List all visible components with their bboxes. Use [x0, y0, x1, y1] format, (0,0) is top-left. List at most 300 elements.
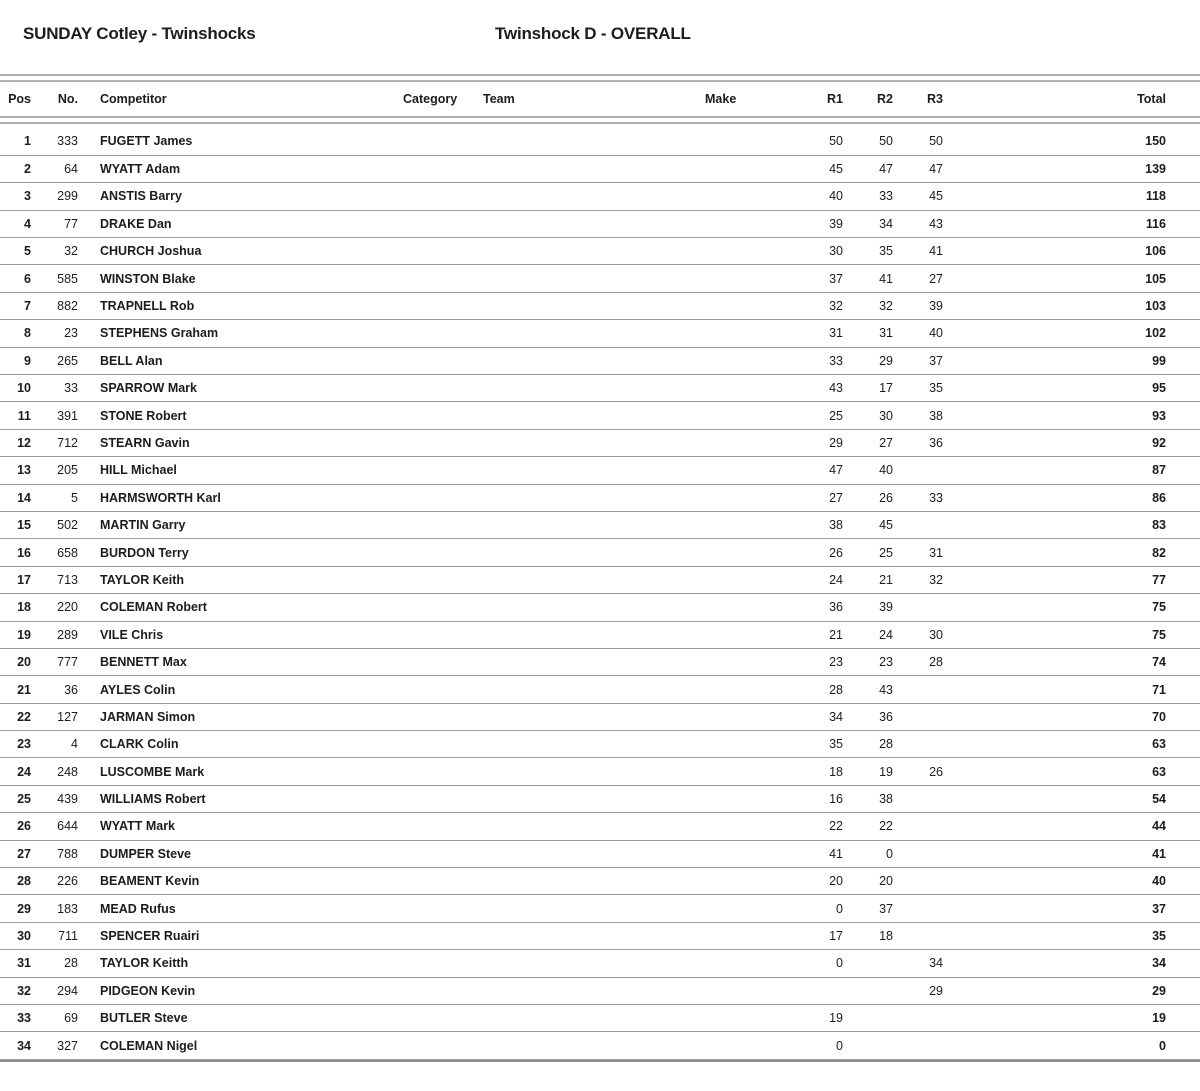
team-cell	[460, 648, 682, 675]
table-row	[0, 429, 1200, 456]
page-header	[0, 0, 1200, 74]
r2-cell: 32	[850, 292, 900, 319]
category-cell	[380, 621, 460, 648]
r2-cell: 37	[850, 895, 900, 922]
r1-cell: 22	[802, 813, 850, 840]
pos-cell: 6	[0, 265, 40, 292]
category-cell	[380, 457, 460, 484]
total-cell: 75	[950, 621, 1200, 648]
r1-cell: 34	[802, 703, 850, 730]
table-row	[0, 183, 1200, 210]
category-cell	[380, 950, 460, 977]
pos-cell: 23	[0, 731, 40, 758]
table-row	[0, 1005, 1200, 1032]
competitor-cell: MARTIN Garry	[80, 511, 380, 538]
team-cell	[460, 292, 682, 319]
no-cell: 64	[40, 155, 80, 182]
pos-cell: 22	[0, 703, 40, 730]
r1-cell: 29	[802, 429, 850, 456]
pos-cell: 5	[0, 238, 40, 265]
table-row	[0, 594, 1200, 621]
pos-cell: 9	[0, 347, 40, 374]
category-cell	[380, 785, 460, 812]
pos-cell: 32	[0, 977, 40, 1004]
no-cell: 294	[40, 977, 80, 1004]
no-cell: 391	[40, 402, 80, 429]
category-cell	[380, 238, 460, 265]
category-cell	[380, 676, 460, 703]
r1-cell: 18	[802, 758, 850, 785]
r3-cell: 50	[900, 128, 950, 155]
r3-cell	[900, 785, 950, 812]
make-cell	[682, 922, 802, 949]
table-row	[0, 621, 1200, 648]
r2-cell: 43	[850, 676, 900, 703]
pos-cell: 2	[0, 155, 40, 182]
header-bottom-rule	[0, 116, 1200, 124]
table-row	[0, 155, 1200, 182]
pos-cell: 21	[0, 676, 40, 703]
competitor-cell: COLEMAN Nigel	[80, 1032, 380, 1059]
competitor-cell: WILLIAMS Robert	[80, 785, 380, 812]
pos-cell: 28	[0, 868, 40, 895]
r2-cell: 22	[850, 813, 900, 840]
col-header-total: Total	[1137, 92, 1166, 106]
total-cell: 99	[950, 347, 1200, 374]
make-cell	[682, 128, 802, 155]
col-header-category: Category	[403, 92, 458, 106]
category-cell	[380, 1005, 460, 1032]
table-row	[0, 375, 1200, 402]
make-cell	[682, 155, 802, 182]
r3-cell	[900, 868, 950, 895]
category-cell	[380, 1032, 460, 1059]
category-cell	[380, 320, 460, 347]
r2-cell: 39	[850, 594, 900, 621]
pos-cell: 12	[0, 429, 40, 456]
total-cell: 83	[950, 511, 1200, 538]
col-header-no: No.	[57, 92, 78, 106]
r3-cell	[900, 813, 950, 840]
no-cell: 5	[40, 484, 80, 511]
team-cell	[460, 758, 682, 785]
make-cell	[682, 511, 802, 538]
category-cell	[380, 868, 460, 895]
total-cell: 54	[950, 785, 1200, 812]
team-cell	[460, 785, 682, 812]
total-cell: 0	[950, 1032, 1200, 1059]
r2-cell: 41	[850, 265, 900, 292]
r2-cell	[850, 950, 900, 977]
total-cell: 116	[950, 210, 1200, 237]
category-cell	[380, 210, 460, 237]
total-cell: 102	[950, 320, 1200, 347]
make-cell	[682, 676, 802, 703]
no-cell: 644	[40, 813, 80, 840]
table-row	[0, 238, 1200, 265]
r1-cell: 27	[802, 484, 850, 511]
table-row	[0, 813, 1200, 840]
r2-cell: 20	[850, 868, 900, 895]
table-row	[0, 511, 1200, 538]
total-cell: 87	[950, 457, 1200, 484]
r2-cell: 40	[850, 457, 900, 484]
make-cell	[682, 868, 802, 895]
total-cell: 70	[950, 703, 1200, 730]
total-cell: 41	[950, 840, 1200, 867]
col-header-pos: Pos	[8, 92, 31, 106]
category-cell	[380, 840, 460, 867]
no-cell: 36	[40, 676, 80, 703]
r2-cell: 23	[850, 648, 900, 675]
total-cell: 63	[950, 731, 1200, 758]
team-cell	[460, 566, 682, 593]
r3-cell	[900, 676, 950, 703]
r1-cell: 37	[802, 265, 850, 292]
pos-cell: 18	[0, 594, 40, 621]
r1-cell: 47	[802, 457, 850, 484]
table-row	[0, 648, 1200, 675]
pos-cell: 4	[0, 210, 40, 237]
r3-cell: 33	[900, 484, 950, 511]
r2-cell: 19	[850, 758, 900, 785]
r2-cell: 25	[850, 539, 900, 566]
col-header-make: Make	[705, 92, 737, 106]
no-cell: 788	[40, 840, 80, 867]
r3-cell: 37	[900, 347, 950, 374]
r1-cell: 38	[802, 511, 850, 538]
competitor-cell: BENNETT Max	[80, 648, 380, 675]
table-row	[0, 128, 1200, 155]
r2-cell: 21	[850, 566, 900, 593]
total-cell: 29	[950, 977, 1200, 1004]
r2-cell: 17	[850, 375, 900, 402]
r2-cell: 0	[850, 840, 900, 867]
r1-cell: 40	[802, 183, 850, 210]
r3-cell	[900, 1032, 950, 1059]
r3-cell	[900, 511, 950, 538]
table-bottom-rule	[0, 1060, 1200, 1062]
column-header-row	[0, 82, 1200, 116]
competitor-cell: BEAMENT Kevin	[80, 868, 380, 895]
competitor-cell: SPENCER Ruairi	[80, 922, 380, 949]
no-cell: 4	[40, 731, 80, 758]
r2-cell: 36	[850, 703, 900, 730]
r1-cell: 21	[802, 621, 850, 648]
pos-cell: 13	[0, 457, 40, 484]
competitor-cell: ANSTIS Barry	[80, 183, 380, 210]
r2-cell	[850, 1005, 900, 1032]
r1-cell: 19	[802, 1005, 850, 1032]
competitor-cell: CHURCH Joshua	[80, 238, 380, 265]
no-cell: 882	[40, 292, 80, 319]
r1-cell: 16	[802, 785, 850, 812]
team-cell	[460, 594, 682, 621]
make-cell	[682, 731, 802, 758]
r1-cell: 23	[802, 648, 850, 675]
make-cell	[682, 457, 802, 484]
r1-cell: 28	[802, 676, 850, 703]
no-cell: 585	[40, 265, 80, 292]
category-cell	[380, 566, 460, 593]
r3-cell: 41	[900, 238, 950, 265]
total-cell: 19	[950, 1005, 1200, 1032]
table-row	[0, 566, 1200, 593]
table-row	[0, 731, 1200, 758]
table-row	[0, 265, 1200, 292]
no-cell: 289	[40, 621, 80, 648]
category-cell	[380, 511, 460, 538]
make-cell	[682, 566, 802, 593]
results-tbody	[0, 128, 1200, 1059]
competitor-cell: VILE Chris	[80, 621, 380, 648]
total-cell: 37	[950, 895, 1200, 922]
total-cell: 63	[950, 758, 1200, 785]
total-cell: 86	[950, 484, 1200, 511]
make-cell	[682, 950, 802, 977]
r1-cell: 31	[802, 320, 850, 347]
total-cell: 35	[950, 922, 1200, 949]
r2-cell	[850, 1032, 900, 1059]
make-cell	[682, 402, 802, 429]
total-cell: 71	[950, 676, 1200, 703]
make-cell	[682, 785, 802, 812]
category-cell	[380, 922, 460, 949]
results-table	[0, 128, 1200, 1060]
category-cell	[380, 731, 460, 758]
make-cell	[682, 265, 802, 292]
competitor-cell: CLARK Colin	[80, 731, 380, 758]
team-cell	[460, 265, 682, 292]
pos-cell: 17	[0, 566, 40, 593]
category-cell	[380, 594, 460, 621]
r3-cell	[900, 457, 950, 484]
make-cell	[682, 347, 802, 374]
col-header-r1: R1	[827, 92, 843, 106]
team-cell	[460, 868, 682, 895]
table-row	[0, 347, 1200, 374]
col-header-r3: R3	[927, 92, 943, 106]
competitor-cell: MEAD Rufus	[80, 895, 380, 922]
no-cell: 711	[40, 922, 80, 949]
competitor-cell: STEPHENS Graham	[80, 320, 380, 347]
category-cell	[380, 977, 460, 1004]
total-cell: 77	[950, 566, 1200, 593]
competitor-cell: BURDON Terry	[80, 539, 380, 566]
r2-cell: 34	[850, 210, 900, 237]
team-cell	[460, 484, 682, 511]
make-cell	[682, 621, 802, 648]
competitor-cell: WYATT Mark	[80, 813, 380, 840]
pos-cell: 24	[0, 758, 40, 785]
r2-cell: 29	[850, 347, 900, 374]
r1-cell: 33	[802, 347, 850, 374]
r2-cell: 47	[850, 155, 900, 182]
r3-cell: 32	[900, 566, 950, 593]
competitor-cell: AYLES Colin	[80, 676, 380, 703]
table-row	[0, 539, 1200, 566]
r3-cell: 30	[900, 621, 950, 648]
table-row	[0, 457, 1200, 484]
total-cell: 118	[950, 183, 1200, 210]
table-row	[0, 210, 1200, 237]
r3-cell	[900, 840, 950, 867]
r3-cell	[900, 895, 950, 922]
table-row	[0, 895, 1200, 922]
r1-cell: 43	[802, 375, 850, 402]
category-cell	[380, 539, 460, 566]
competitor-cell: TAYLOR Keith	[80, 566, 380, 593]
category-cell	[380, 895, 460, 922]
table-row	[0, 868, 1200, 895]
r2-cell: 45	[850, 511, 900, 538]
r3-cell	[900, 703, 950, 730]
r3-cell	[900, 594, 950, 621]
team-cell	[460, 320, 682, 347]
team-cell	[460, 511, 682, 538]
competitor-cell: PIDGEON Kevin	[80, 977, 380, 1004]
r2-cell: 35	[850, 238, 900, 265]
table-row	[0, 1032, 1200, 1059]
r2-cell: 38	[850, 785, 900, 812]
no-cell: 226	[40, 868, 80, 895]
total-cell: 82	[950, 539, 1200, 566]
pos-cell: 27	[0, 840, 40, 867]
r1-cell: 45	[802, 155, 850, 182]
table-row	[0, 402, 1200, 429]
col-header-team: Team	[483, 92, 515, 106]
pos-cell: 11	[0, 402, 40, 429]
team-cell	[460, 1032, 682, 1059]
no-cell: 658	[40, 539, 80, 566]
total-cell: 105	[950, 265, 1200, 292]
team-cell	[460, 731, 682, 758]
r2-cell: 50	[850, 128, 900, 155]
competitor-cell: HARMSWORTH Karl	[80, 484, 380, 511]
pos-cell: 15	[0, 511, 40, 538]
category-cell	[380, 813, 460, 840]
make-cell	[682, 703, 802, 730]
no-cell: 28	[40, 950, 80, 977]
team-cell	[460, 347, 682, 374]
table-row	[0, 292, 1200, 319]
r3-cell: 39	[900, 292, 950, 319]
team-cell	[460, 375, 682, 402]
pos-cell: 30	[0, 922, 40, 949]
r2-cell: 26	[850, 484, 900, 511]
pos-cell: 29	[0, 895, 40, 922]
team-cell	[460, 128, 682, 155]
r3-cell: 29	[900, 977, 950, 1004]
competitor-cell: DUMPER Steve	[80, 840, 380, 867]
r3-cell: 40	[900, 320, 950, 347]
total-cell: 95	[950, 375, 1200, 402]
team-cell	[460, 402, 682, 429]
category-cell	[380, 375, 460, 402]
no-cell: 713	[40, 566, 80, 593]
competitor-cell: FUGETT James	[80, 128, 380, 155]
total-cell: 74	[950, 648, 1200, 675]
make-cell	[682, 539, 802, 566]
pos-cell: 16	[0, 539, 40, 566]
r1-cell: 50	[802, 128, 850, 155]
no-cell: 127	[40, 703, 80, 730]
pos-cell: 3	[0, 183, 40, 210]
team-cell	[460, 950, 682, 977]
table-row	[0, 484, 1200, 511]
pos-cell: 20	[0, 648, 40, 675]
pos-cell: 1	[0, 128, 40, 155]
table-row	[0, 758, 1200, 785]
competitor-cell: JARMAN Simon	[80, 703, 380, 730]
category-cell	[380, 402, 460, 429]
category-cell	[380, 429, 460, 456]
no-cell: 33	[40, 375, 80, 402]
competitor-cell: STONE Robert	[80, 402, 380, 429]
table-row	[0, 977, 1200, 1004]
team-cell	[460, 813, 682, 840]
r3-cell: 36	[900, 429, 950, 456]
pos-cell: 31	[0, 950, 40, 977]
make-cell	[682, 758, 802, 785]
competitor-cell: TRAPNELL Rob	[80, 292, 380, 319]
r1-cell: 25	[802, 402, 850, 429]
make-cell	[682, 977, 802, 1004]
competitor-cell: BELL Alan	[80, 347, 380, 374]
r3-cell: 28	[900, 648, 950, 675]
team-cell	[460, 210, 682, 237]
team-cell	[460, 183, 682, 210]
r1-cell: 41	[802, 840, 850, 867]
r3-cell: 47	[900, 155, 950, 182]
r2-cell: 27	[850, 429, 900, 456]
r2-cell	[850, 977, 900, 1004]
competitor-cell: TAYLOR Keitth	[80, 950, 380, 977]
competitor-cell: DRAKE Dan	[80, 210, 380, 237]
no-cell: 327	[40, 1032, 80, 1059]
total-cell: 44	[950, 813, 1200, 840]
team-cell	[460, 155, 682, 182]
make-cell	[682, 375, 802, 402]
make-cell	[682, 238, 802, 265]
no-cell: 77	[40, 210, 80, 237]
r1-cell	[802, 977, 850, 1004]
team-cell	[460, 539, 682, 566]
pos-cell: 34	[0, 1032, 40, 1059]
r1-cell: 20	[802, 868, 850, 895]
table-row	[0, 703, 1200, 730]
pos-cell: 7	[0, 292, 40, 319]
team-cell	[460, 457, 682, 484]
category-cell	[380, 648, 460, 675]
table-row	[0, 676, 1200, 703]
r1-cell: 36	[802, 594, 850, 621]
table-row	[0, 922, 1200, 949]
total-cell: 103	[950, 292, 1200, 319]
r3-cell	[900, 731, 950, 758]
pos-cell: 26	[0, 813, 40, 840]
class-title: Twinshock D - OVERALL	[495, 24, 691, 43]
pos-cell: 10	[0, 375, 40, 402]
r2-cell: 33	[850, 183, 900, 210]
team-cell	[460, 238, 682, 265]
no-cell: 183	[40, 895, 80, 922]
make-cell	[682, 813, 802, 840]
r2-cell: 24	[850, 621, 900, 648]
r3-cell: 31	[900, 539, 950, 566]
total-cell: 92	[950, 429, 1200, 456]
total-cell: 75	[950, 594, 1200, 621]
